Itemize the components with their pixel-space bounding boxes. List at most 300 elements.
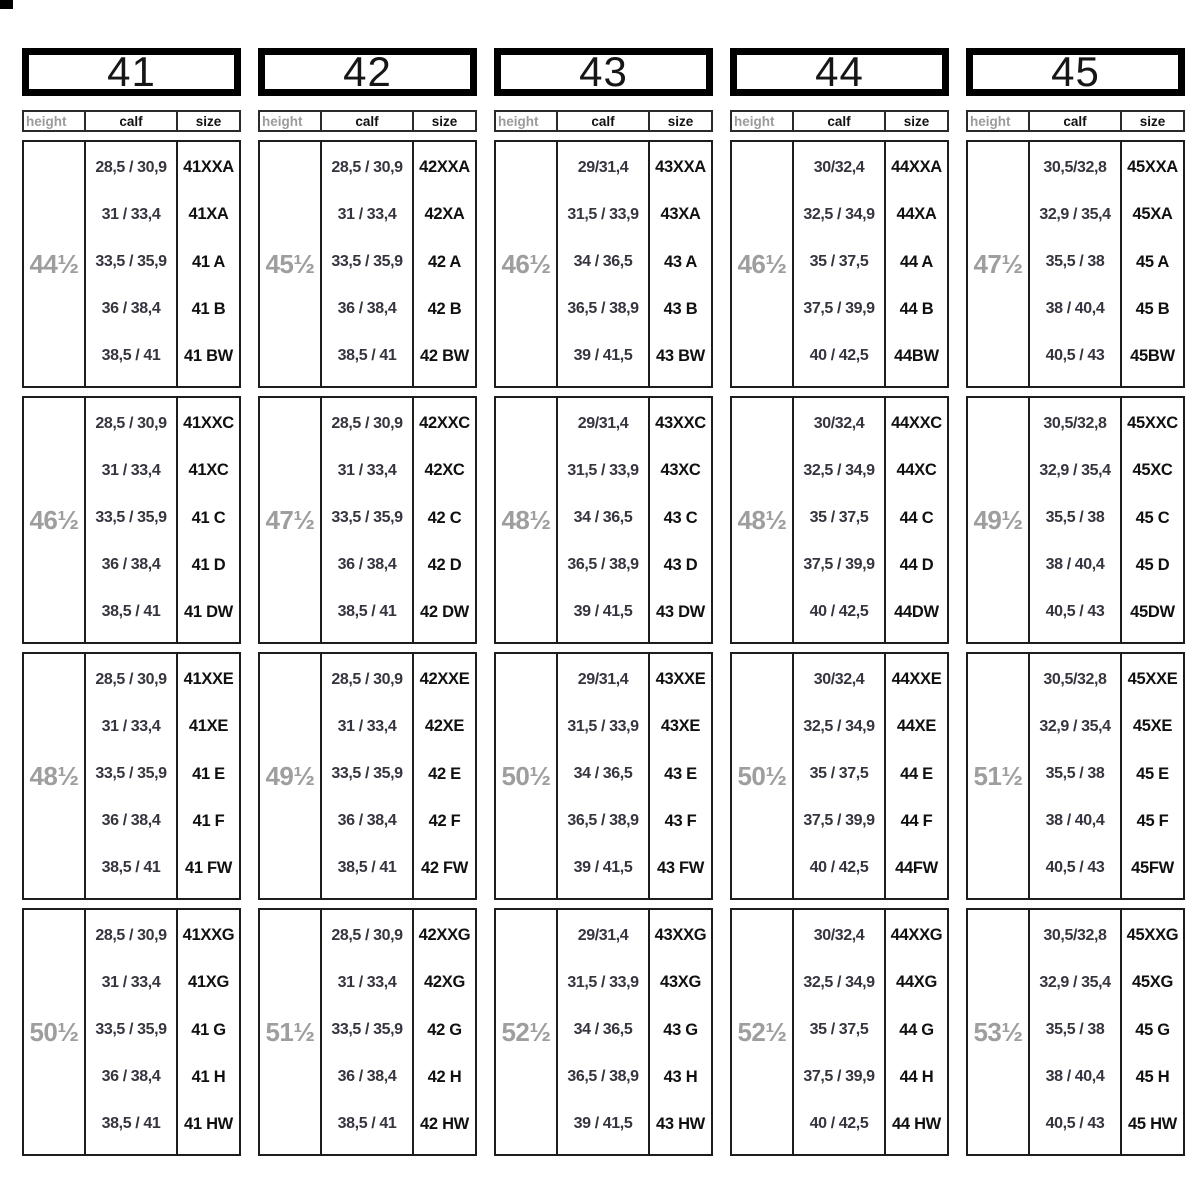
calf-value: 35,5 / 38 [1045,253,1105,270]
size-value: 41 HW [184,1114,233,1133]
calf-value: 36 / 38,4 [337,812,397,830]
size-value: 42 BW [420,346,469,365]
calf-value: 38,5 / 41 [337,1115,397,1133]
size-value: 45DW [1130,602,1175,621]
size-value: 41 F [192,811,225,830]
calf-value: 36 / 38,4 [337,556,397,574]
calf-value: 28,5 / 30,9 [95,414,167,432]
calf-value: 31,5 / 33,9 [567,973,639,991]
size-value: 41XC [188,461,229,480]
calf-value: 32,9 / 35,4 [1039,461,1111,479]
calf-value: 33,5 / 35,9 [95,509,167,526]
column-title-label: 44 [815,48,864,95]
calf-value: 30/32,4 [813,670,865,688]
size-block [730,908,949,1156]
size-value: 41XG [188,973,229,992]
size-value: 45XXG [1126,926,1179,945]
size-value: 42 B [427,299,462,318]
size-value: 43XA [660,205,701,224]
size-block [966,396,1185,644]
size-value: 45 HW [1128,1114,1177,1133]
size-column-cells [886,654,947,898]
calf-value: 28,5 / 30,9 [331,926,403,944]
size-value: 42XA [424,205,465,224]
calf-column [322,398,414,642]
size-block [730,140,949,388]
size-value: 44 H [899,1067,934,1086]
size-column-cells [178,910,239,1154]
calf-column [86,654,178,898]
column-title [966,48,1185,96]
size-value: 43 HW [656,1114,705,1133]
column-title-label: 43 [579,48,628,95]
height-value: 48½ [24,654,86,898]
height-value: 50½ [496,654,558,898]
calf-value: 35 / 37,5 [809,1021,869,1038]
size-block [22,908,241,1156]
size-value: 44FW [895,858,938,877]
height-value: 44½ [24,142,86,386]
size-value: 42 FW [420,858,469,877]
size-value: 43 A [663,252,698,271]
size-blocks [494,140,713,1156]
calf-value: 37,5 / 39,9 [803,1068,875,1086]
calf-value: 32,5 / 34,9 [803,717,875,735]
calf-value: 32,5 / 34,9 [803,205,875,223]
size-value: 41 A [191,252,226,271]
size-value: 42XXE [419,670,470,689]
size-block [966,140,1185,388]
calf-column [322,654,414,898]
calf-value: 34 / 36,5 [573,509,633,526]
calf-value: 36 / 38,4 [101,812,161,830]
table-header-row [22,110,241,132]
size-value: 41 B [191,299,226,318]
size-block [22,652,241,900]
size-column-cells [414,654,475,898]
calf-value: 36 / 38,4 [101,556,161,574]
size-value: 44 F [900,811,933,830]
calf-value: 40,5 / 43 [1045,603,1105,621]
size-value: 43 B [663,299,698,318]
size-blocks [22,140,241,1156]
header-calf-label: calf [322,112,414,130]
calf-value: 37,5 / 39,9 [803,556,875,574]
size-value: 43XXC [655,414,706,433]
height-value: 48½ [732,398,794,642]
calf-value: 36,5 / 38,9 [567,556,639,574]
calf-value: 29/31,4 [577,158,629,176]
calf-value: 34 / 36,5 [573,765,633,782]
size-column-cells [414,398,475,642]
size-value: 43 FW [656,858,705,877]
calf-value: 38,5 / 41 [337,603,397,621]
size-value: 44 B [899,299,934,318]
calf-value: 38,5 / 41 [101,347,161,365]
size-value: 45FW [1131,858,1174,877]
size-value: 41XXE [183,670,234,689]
size-block [494,140,713,388]
size-value: 41 FW [184,858,233,877]
calf-value: 31 / 33,4 [337,205,397,223]
calf-value: 37,5 / 39,9 [803,300,875,318]
size-column-cells [1122,654,1183,898]
table-header-row [966,110,1185,132]
calf-value: 35,5 / 38 [1045,765,1105,782]
height-value: 51½ [260,910,322,1154]
height-value: 50½ [732,654,794,898]
size-value: 44XA [896,205,937,224]
calf-value: 31 / 33,4 [101,461,161,479]
calf-column [86,142,178,386]
calf-column [322,910,414,1154]
calf-value: 30/32,4 [813,926,865,944]
column-title-label: 45 [1051,48,1100,95]
calf-value: 36 / 38,4 [337,300,397,318]
size-column-cells [178,142,239,386]
size-column-cells [650,398,711,642]
calf-value: 33,5 / 35,9 [95,765,167,782]
calf-value: 40 / 42,5 [809,603,869,621]
size-value: 41 E [192,764,225,783]
size-column [258,48,477,1156]
size-value: 44XXG [890,926,943,945]
calf-value: 35,5 / 38 [1045,509,1105,526]
size-value: 45 C [1135,508,1170,527]
calf-value: 38 / 40,4 [1045,300,1105,318]
header-size-label: size [903,113,930,129]
calf-value: 32,9 / 35,4 [1039,973,1111,991]
calf-column [794,142,886,386]
calf-value: 31,5 / 33,9 [567,717,639,735]
calf-value: 40 / 42,5 [809,347,869,365]
size-column-cells [886,142,947,386]
height-value: 51½ [968,654,1030,898]
header-calf-label: calf [558,112,650,130]
height-value: 47½ [968,142,1030,386]
size-value: 43 E [664,764,697,783]
size-column [494,48,713,1156]
size-column-cells [414,910,475,1154]
calf-value: 30,5/32,8 [1043,670,1107,688]
header-size-label: size [1139,113,1166,129]
size-column-cells [1122,398,1183,642]
size-value: 43XXE [655,670,706,689]
size-value: 44XE [896,717,937,736]
size-value: 42XXA [419,158,470,177]
size-value: 44 HW [892,1114,941,1133]
size-value: 44 E [900,764,933,783]
header-height-label: height [968,112,1030,130]
table-header-row [494,110,713,132]
height-value: 46½ [496,142,558,386]
calf-value: 29/31,4 [577,926,629,944]
calf-value: 29/31,4 [577,670,629,688]
calf-value: 38,5 / 41 [101,859,161,877]
calf-value: 36 / 38,4 [101,300,161,318]
height-value: 45½ [260,142,322,386]
calf-value: 38 / 40,4 [1045,1068,1105,1086]
table-header-row [258,110,477,132]
size-block [22,396,241,644]
calf-value: 33,5 / 35,9 [331,253,403,270]
size-value: 43 DW [656,602,705,621]
size-value: 43 BW [656,346,705,365]
height-value: 49½ [260,654,322,898]
size-value: 45XXA [1127,158,1178,177]
size-value: 43XE [660,717,701,736]
calf-column [794,398,886,642]
height-value: 48½ [496,398,558,642]
size-block [494,652,713,900]
size-value: 41 C [191,508,226,527]
size-value: 41XXG [182,926,235,945]
header-height-label: height [496,112,558,130]
size-value: 45XXE [1127,670,1178,689]
calf-value: 35 / 37,5 [809,253,869,270]
size-blocks [730,140,949,1156]
size-value: 45XXC [1127,414,1178,433]
calf-column [1030,142,1122,386]
calf-column [794,654,886,898]
calf-value: 31,5 / 33,9 [567,205,639,223]
calf-value: 32,5 / 34,9 [803,973,875,991]
calf-column [322,142,414,386]
calf-value: 33,5 / 35,9 [95,253,167,270]
size-value: 42XG [424,973,465,992]
size-value: 42 D [427,555,462,574]
page-corner-artifact [0,0,13,9]
size-value: 45 A [1135,252,1170,271]
size-blocks [258,140,477,1156]
calf-value: 38,5 / 41 [337,859,397,877]
calf-value: 33,5 / 35,9 [95,1021,167,1038]
size-column [966,48,1185,1156]
height-value: 50½ [24,910,86,1154]
calf-value: 40,5 / 43 [1045,859,1105,877]
size-value: 41XXC [183,414,234,433]
calf-value: 37,5 / 39,9 [803,812,875,830]
height-value: 49½ [968,398,1030,642]
calf-value: 38,5 / 41 [337,347,397,365]
column-title [258,48,477,96]
calf-value: 29/31,4 [577,414,629,432]
calf-value: 38,5 / 41 [101,603,161,621]
size-value: 41 H [191,1067,226,1086]
size-value: 42 C [427,508,462,527]
calf-value: 40 / 42,5 [809,859,869,877]
calf-value: 30,5/32,8 [1043,158,1107,176]
calf-value: 36 / 38,4 [101,1068,161,1086]
size-value: 45XC [1132,461,1173,480]
size-value: 43 C [663,508,698,527]
size-value: 43 H [663,1067,698,1086]
height-value: 52½ [496,910,558,1154]
height-value: 46½ [24,398,86,642]
calf-value: 40,5 / 43 [1045,1115,1105,1133]
calf-value: 34 / 36,5 [573,1021,633,1038]
size-block [730,396,949,644]
size-block [730,652,949,900]
calf-column [1030,654,1122,898]
calf-value: 39 / 41,5 [573,603,633,621]
size-value: 43 G [663,1020,698,1039]
calf-value: 34 / 36,5 [573,253,633,270]
calf-value: 30/32,4 [813,158,865,176]
size-block [966,908,1185,1156]
size-value: 44DW [894,602,939,621]
calf-value: 35 / 37,5 [809,509,869,526]
size-block [258,396,477,644]
size-column-cells [650,910,711,1154]
height-value: 46½ [732,142,794,386]
calf-value: 32,9 / 35,4 [1039,205,1111,223]
header-size-label: size [431,113,458,129]
size-value: 42XE [424,717,465,736]
size-value: 45 H [1135,1067,1170,1086]
calf-column [558,398,650,642]
header-height-label: height [732,112,794,130]
size-value: 44BW [894,346,939,365]
size-value: 41XE [188,717,229,736]
size-value: 43XXA [655,158,706,177]
height-value: 53½ [968,910,1030,1154]
calf-value: 31 / 33,4 [101,717,161,735]
size-column [22,48,241,1156]
header-height-label: height [260,112,322,130]
size-value: 42 A [427,252,462,271]
size-value: 43XXG [654,926,707,945]
size-value: 44 D [899,555,934,574]
calf-value: 31,5 / 33,9 [567,461,639,479]
calf-column [558,654,650,898]
size-column-cells [414,142,475,386]
size-value: 44 G [899,1020,934,1039]
size-column-cells [178,654,239,898]
size-value: 44 A [899,252,934,271]
calf-value: 30,5/32,8 [1043,414,1107,432]
size-value: 45 G [1135,1020,1170,1039]
size-column-cells [178,398,239,642]
size-chart [22,48,1185,1156]
calf-column [558,910,650,1154]
size-block [494,908,713,1156]
calf-value: 28,5 / 30,9 [331,414,403,432]
calf-value: 32,9 / 35,4 [1039,717,1111,735]
size-value: 45 F [1136,811,1169,830]
size-column [730,48,949,1156]
size-value: 42 E [428,764,461,783]
calf-value: 31 / 33,4 [101,205,161,223]
size-blocks [966,140,1185,1156]
size-column-cells [1122,910,1183,1154]
column-title [22,48,241,96]
calf-value: 30,5/32,8 [1043,926,1107,944]
header-calf-label: calf [1030,112,1122,130]
size-value: 44XXE [891,670,942,689]
header-height-label: height [24,112,86,130]
calf-value: 38 / 40,4 [1045,556,1105,574]
calf-value: 33,5 / 35,9 [331,509,403,526]
size-block [258,908,477,1156]
size-block [258,140,477,388]
calf-column [1030,910,1122,1154]
size-value: 42 G [427,1020,462,1039]
size-value: 44 C [899,508,934,527]
size-value: 44XC [896,461,937,480]
size-value: 41 DW [184,602,233,621]
column-title-label: 41 [107,48,156,95]
size-value: 42 H [427,1067,462,1086]
calf-value: 36 / 38,4 [337,1068,397,1086]
column-title-label: 42 [343,48,392,95]
size-value: 45XE [1132,717,1173,736]
size-value: 43 F [664,811,697,830]
calf-value: 38 / 40,4 [1045,812,1105,830]
size-value: 42 DW [420,602,469,621]
calf-value: 36,5 / 38,9 [567,812,639,830]
size-value: 42XXG [418,926,471,945]
size-value: 45XA [1132,205,1173,224]
header-calf-label: calf [794,112,886,130]
calf-value: 35,5 / 38 [1045,1021,1105,1038]
size-block [494,396,713,644]
size-value: 45BW [1130,346,1175,365]
calf-value: 31 / 33,4 [101,973,161,991]
size-value: 44XXC [891,414,942,433]
size-column-cells [886,910,947,1154]
calf-value: 39 / 41,5 [573,1115,633,1133]
calf-value: 39 / 41,5 [573,859,633,877]
size-value: 43 D [663,555,698,574]
height-value: 52½ [732,910,794,1154]
calf-value: 40,5 / 43 [1045,347,1105,365]
size-value: 42 HW [420,1114,469,1133]
calf-value: 38,5 / 41 [101,1115,161,1133]
calf-column [558,142,650,386]
calf-value: 31 / 33,4 [337,973,397,991]
size-column-cells [650,654,711,898]
size-value: 41XXA [183,158,234,177]
size-value: 44XXA [891,158,942,177]
header-size-label: size [667,113,694,129]
calf-value: 33,5 / 35,9 [331,1021,403,1038]
calf-value: 28,5 / 30,9 [95,926,167,944]
column-title [494,48,713,96]
size-value: 45 B [1135,299,1170,318]
calf-column [794,910,886,1154]
calf-value: 28,5 / 30,9 [95,670,167,688]
size-column-cells [1122,142,1183,386]
size-value: 45XG [1132,973,1173,992]
calf-value: 31 / 33,4 [337,461,397,479]
column-title [730,48,949,96]
calf-value: 36,5 / 38,9 [567,300,639,318]
size-value: 42 F [428,811,461,830]
calf-value: 30/32,4 [813,414,865,432]
size-value: 41XA [188,205,229,224]
calf-value: 32,5 / 34,9 [803,461,875,479]
calf-value: 35 / 37,5 [809,765,869,782]
size-value: 42XXC [419,414,470,433]
table-header-row [730,110,949,132]
header-size-label: size [195,113,222,129]
size-block [966,652,1185,900]
size-value: 45 D [1135,555,1170,574]
calf-column [86,910,178,1154]
size-column-cells [650,142,711,386]
size-value: 41 BW [184,346,233,365]
